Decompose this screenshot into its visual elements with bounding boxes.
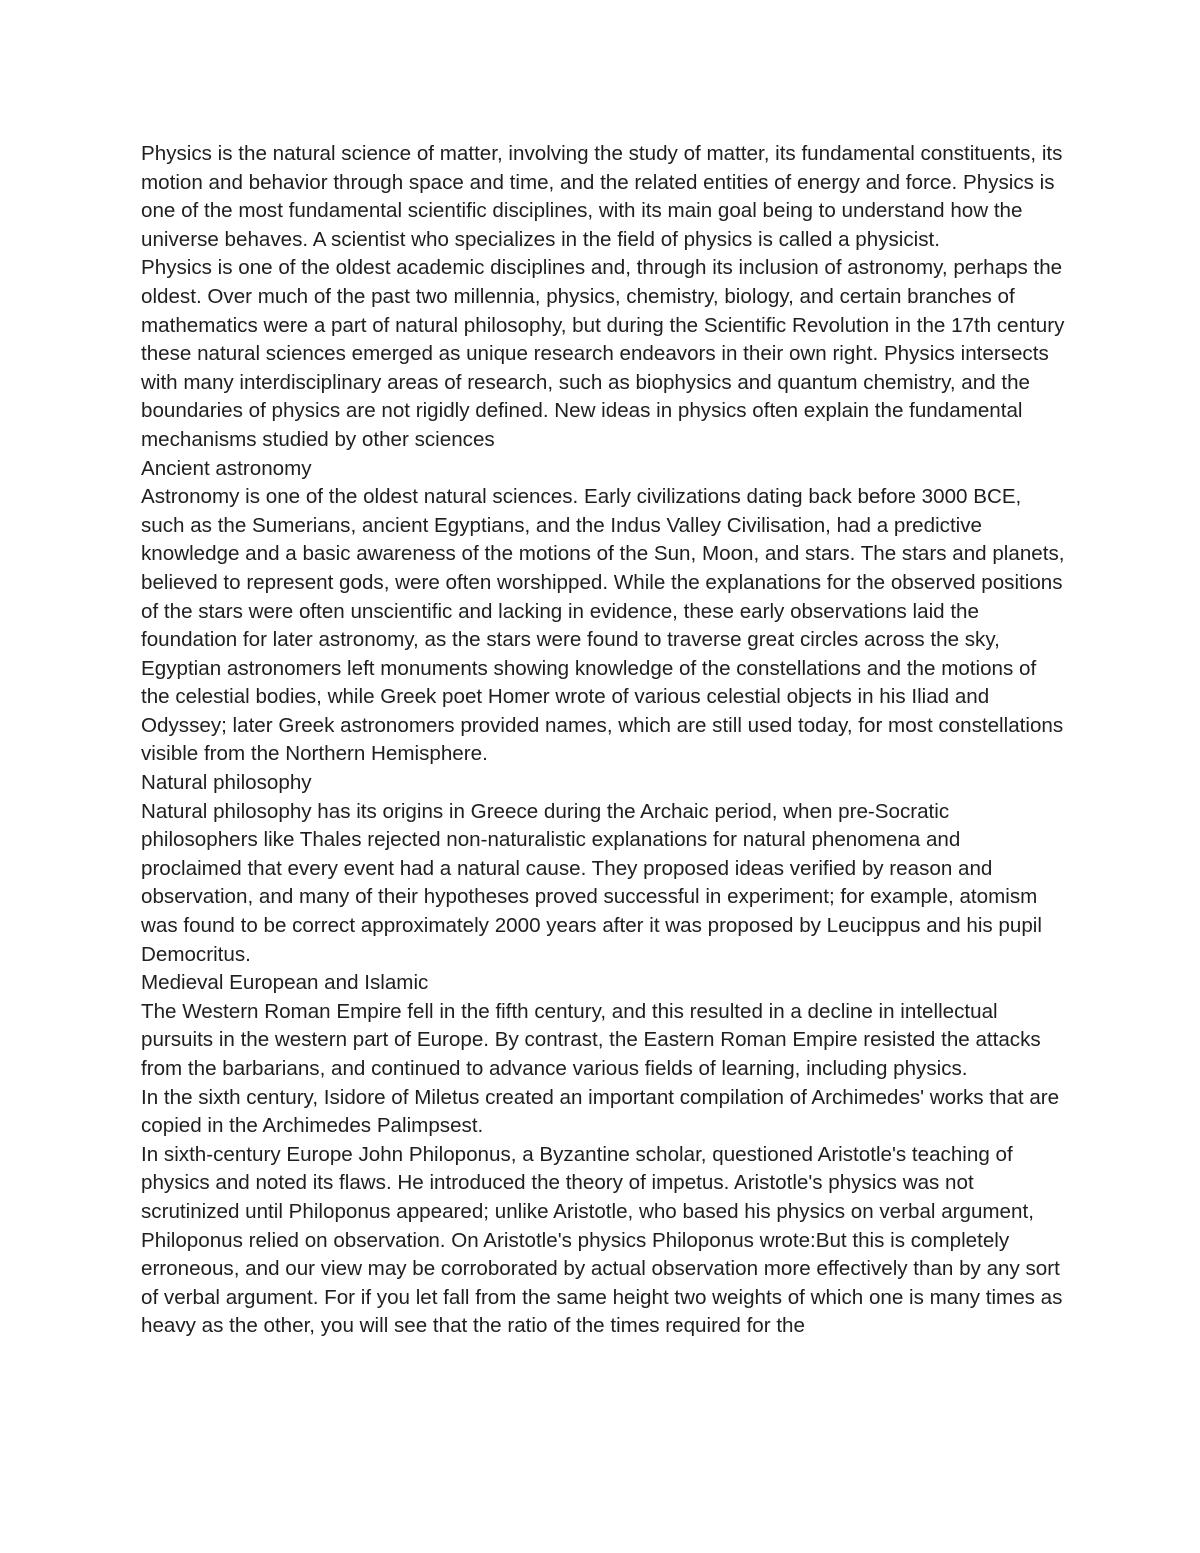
heading-medieval: Medieval European and Islamic (141, 971, 429, 995)
paragraph-natural-philosophy: Natural philosophy has its origins in Greece during the Archaic period, when pre-Socratic philosophers like Thales rejected non-naturalistic explanations for natural phenomena and proclaimed that every event had a natural cause. They proposed ideas verified by reason and observation, and many of their hypotheses proved successful in experiment; for example, atomism was found to be correct approximately 2000 years after it was proposed by Leucippus and his pupil Democritus. (141, 799, 1042, 966)
paragraph-intro: Physics is the natural science of matter, involving the study of matter, its fundamental constituents, its motion and behavior through space and time, and the related entities of energy and force. Physics is one of the most fundamental scientific disciplines, with its main goal being to understand how the universe behaves. A scientist who specializes in the field of physics is called a physicist. (141, 142, 1063, 251)
paragraph-history: Physics is one of the oldest academic disciplines and, through its inclusion of astronomy, perhaps the oldest. Over much of the past two millennia, physics, chemistry, biology, and certain branches of mathematics were a part of natural philosophy, but during the Scientific Revolution in the 17th century these natural sciences emerged as unique research endeavors in their own right. Physics intersects with many interdisciplinary areas of research, such as biophysics and quantum chemistry, and the boundaries of physics are not rigidly defined. New ideas in physics often explain the fundamental mechanisms studied by other sciences (141, 256, 1065, 451)
paragraph-philoponus: In sixth-century Europe John Philoponus, a Byzantine scholar, questioned Aristotle's teaching of physics and noted its flaws. He introduced the theory of impetus. Aristotle's physics was not scrutinized until Philoponus appeared; unlike Aristotle, who based his physics on verbal argument, Philoponus relied on observation. On Aristotle's physics Philoponus wrote:But this is completely erroneous, and our view may be corroborated by actual observation more effectively than by any sort of verbal argument. For if you let fall from the same height two weights of which one is many times as heavy as the other, you will see that the ratio of the times required for the (141, 1142, 1063, 1338)
paragraph-astronomy: Astronomy is one of the oldest natural sciences. Early civilizations dating back before 3000 BCE, such as the Sumerians, ancient Egyptians, and the Indus Valley Civilisation, had a predictive knowledge and a basic awareness of the motions of the Sun, Moon, and stars. The stars and planets, believed to represent gods, were often worshipped. While the explanations for the observed positions of the stars were often unscientific and lacking in evidence, these early observations laid the foundation for later astronomy, as the stars were found to traverse great circles across the sky, Egyptian astronomers left monuments showing knowledge of the constellations and the motions of the celestial bodies, while Greek poet Homer wrote of various celestial objects in his Iliad and Odyssey; later Greek astronomers provided names, which are still used today, for most constellations visible from the Northern Hemisphere. (141, 485, 1065, 766)
heading-ancient-astronomy: Ancient astronomy (141, 456, 312, 480)
paragraph-roman-empire: The Western Roman Empire fell in the fifth century, and this resulted in a decline in intellectual pursuits in the western part of Europe. By contrast, the Eastern Roman Empire resisted the attacks from the barbarians, and continued to advance various fields of learning, including physics. (141, 999, 1041, 1080)
document-body (141, 140, 1066, 1341)
paragraph-isidore: In the sixth century, Isidore of Miletus created an important compilation of Archimedes' works that are copied in the Archimedes Palimpsest. (141, 1085, 1060, 1138)
heading-natural-philosophy: Natural philosophy (141, 771, 312, 795)
